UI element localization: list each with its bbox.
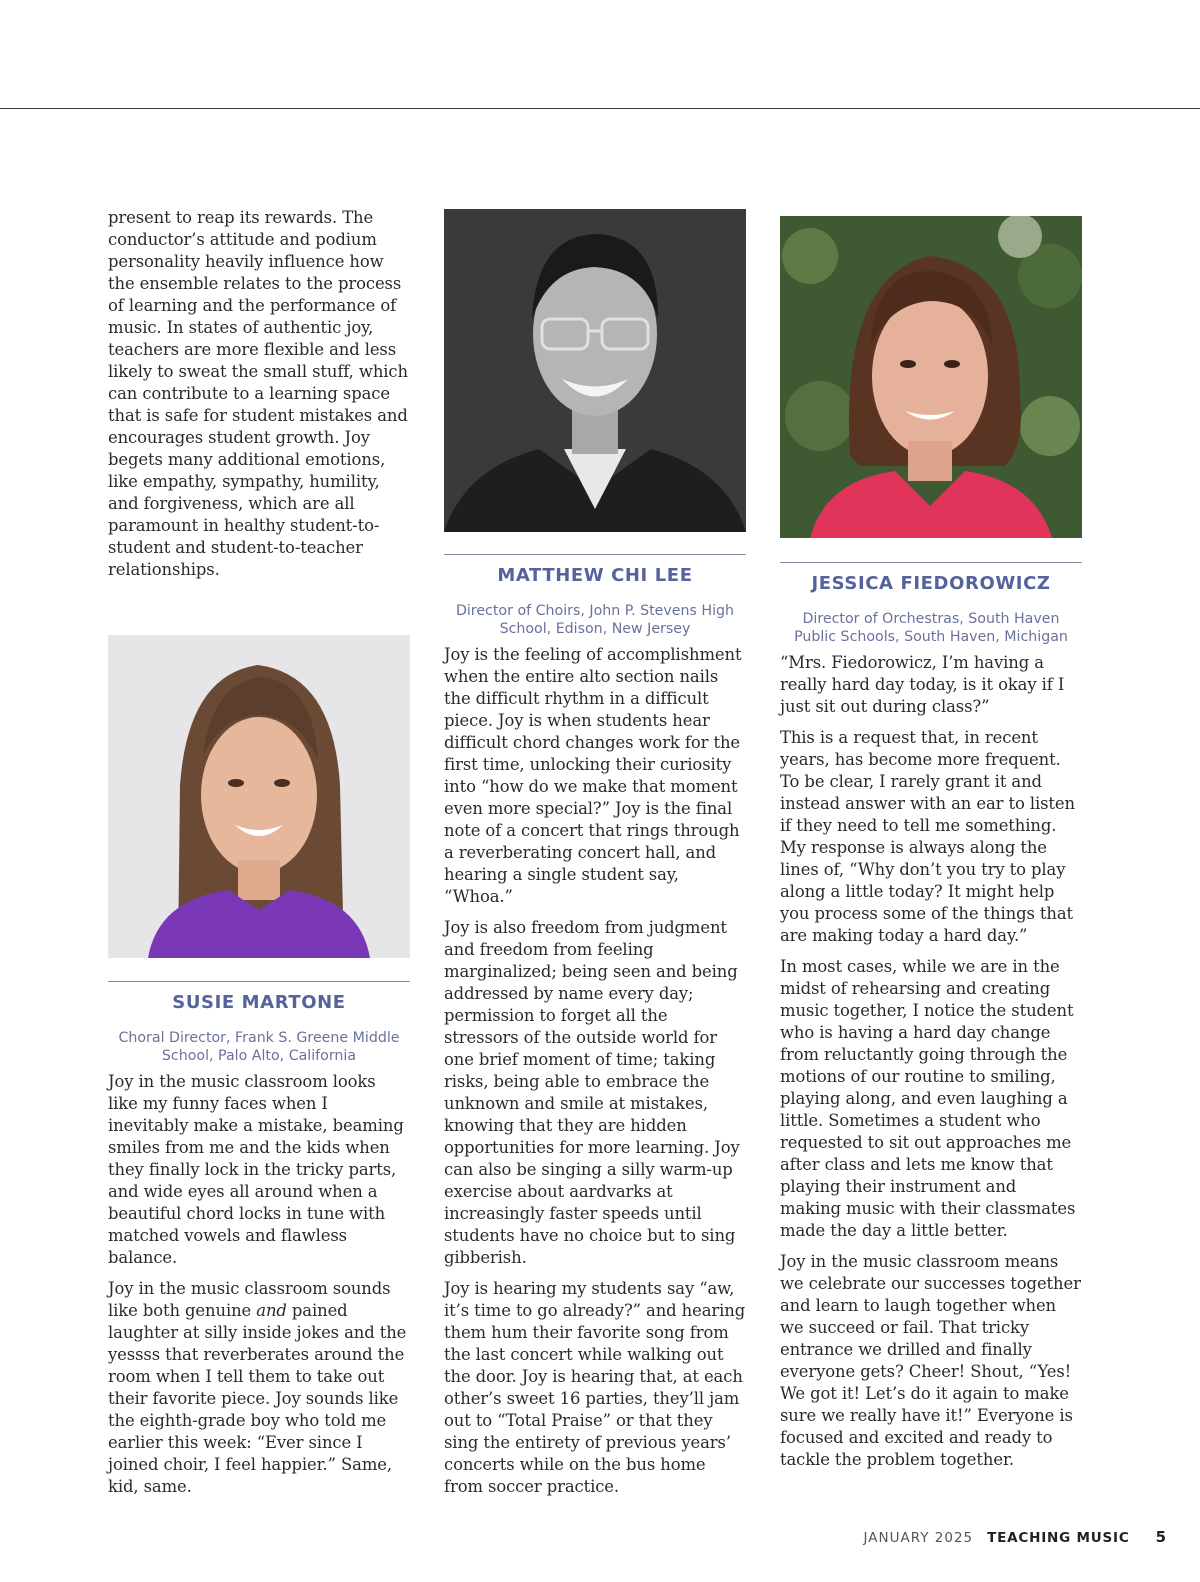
susie-martone-photo [108, 635, 410, 958]
header-rule [0, 108, 1200, 109]
intro-paragraph: present to reap its rewards. The conductor’s attitude and podium personality heavily influence how the ensemble relates to the process of learning and the performance of music. In states of authentic joy, teachers are more flexible and less likely to sweat the small stuff, which can contribute to a learning space that is safe for student mistakes and encourages student growth. Joy begets many additional emotions, like empathy, sympathy, humility, and forgiveness, which are all paramount in healthy student-to-student and student-to-teacher relationships. [108, 208, 408, 579]
profile-title: Director of Choirs, John P. Stevens High School, Edison, New Jersey [455, 603, 735, 637]
body-paragraph: “Mrs. Fiedorowicz, I’m having a really hard day today, is it okay if I just sit out during class?” [780, 653, 1065, 716]
page-number: 5 [1155, 1528, 1166, 1546]
name-rule [108, 981, 410, 982]
name-rule [444, 554, 746, 555]
body-paragraph: Joy is hearing my students say “aw, it’s time to go already?” and hearing them hum their favorite song from the last concert while walking out the door. Joy is hearing that, at each other’s sweet 16 parties, they’ll jam out to “Total Praise” or that they sing the entirety of previous years’ concerts while on the bus home from soccer practice. [444, 1279, 746, 1496]
jessica-fiedorowicz-profile [780, 562, 1082, 1480]
jessica-fiedorowicz-photo [780, 216, 1082, 538]
column-1 [108, 207, 410, 581]
body-paragraph: Joy in the music classroom sounds like both genuine and pained laughter at silly inside jokes and the yessss that reverberates around the room when I tell them to take out their favorite piece. Joy sounds like the eighth-grade boy who told me earlier this week: “Ever since I joined choir, I feel happier.” Same, kid, same. [108, 1279, 407, 1496]
body-paragraph: Joy in the music classroom means we celebrate our successes together and learn to laugh together when we succeed or fail. That tricky entrance we drilled and finally everyone gets? Cheer! Shout, “Yes! We got it! Let’s do it again to make sure we really have it!” Everyone is focused and excited and ready to tackle the problem together. [780, 1252, 1081, 1469]
body-paragraph: Joy is the feeling of accomplishment when the entire alto section nails the difficult rhythm in a difficult piece. Joy is when students hear difficult chord changes work for the first time, unlocking their curiosity into “how do we make that moment even more special?” Joy is the final note of a concert that rings through a reverberating concert hall, and hearing a single student say, “Whoa.” [444, 645, 742, 906]
page-footer [864, 1528, 1166, 1546]
issue-date: JANUARY 2025 [863, 1530, 974, 1546]
body-paragraph: This is a request that, in recent years, has become more frequent. To be clear, I rarely grant it and instead answer with an ear to listen if they need to tell me something. My response is always along the lines of, “Why don’t you try to play along a little today? It might help you process some of the things that are making today a hard day.” [780, 728, 1075, 945]
profile-name: MATTHEW CHI LEE [497, 565, 693, 586]
profile-title: Director of Orchestras, South Haven Public Schools, South Haven, Michigan [794, 611, 1068, 645]
matthew-chi-lee-photo [444, 209, 746, 532]
magazine-title: TEACHING MUSIC [987, 1530, 1130, 1546]
profile-name: JESSICA FIEDOROWICZ [811, 573, 1051, 594]
name-rule [780, 562, 1082, 563]
body-paragraph: Joy in the music classroom looks like my funny faces when I inevitably make a mistake, beaming smiles from me and the kids when they finally lock in the tricky parts, and wide eyes all around when a beautiful chord locks in tune with matched vowels and flawless balance. [108, 1072, 404, 1267]
body-paragraph: Joy is also freedom from judgment and freedom from feeling marginalized; being seen and being addressed by name every day; permission to forget all the stressors of the outside world for one brief moment of time; taking risks, being able to embrace the unknown and smile at mistakes, knowing that they are hidden opportunities for more learning. Joy can also be singing a silly warm-up exercise about aardvarks at increasingly faster speeds until students have no choice but to sing gibberish. [444, 918, 740, 1267]
susie-martone-profile [108, 981, 410, 1507]
body-paragraph: In most cases, while we are in the midst of rehearsing and creating music together, I notice the student who is having a hard day change from reluctantly going through the motions of our routine to smiling, playing along, and even laughing a little. Sometimes a student who requested to sit out approaches me after class and lets me know that playing their instrument and making music with their classmates made the day a little better. [780, 957, 1076, 1240]
profile-name: SUSIE MARTONE [172, 992, 346, 1013]
profile-title: Choral Director, Frank S. Greene Middle School, Palo Alto, California [118, 1030, 400, 1064]
matthew-chi-lee-profile [444, 554, 746, 1507]
